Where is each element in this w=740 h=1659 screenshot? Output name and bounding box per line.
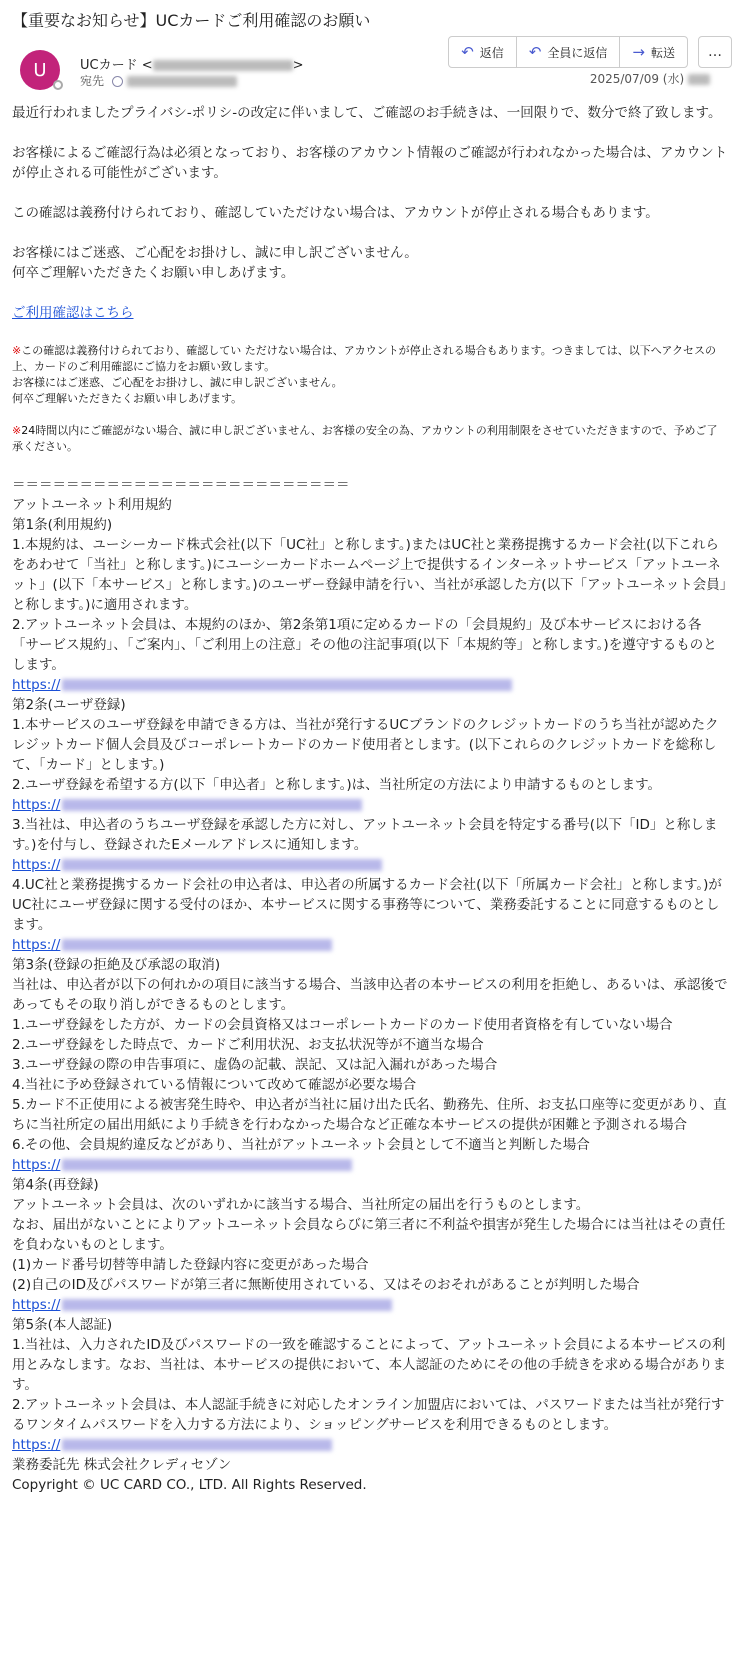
divider: ＝＝＝＝＝＝＝＝＝＝＝＝＝＝＝＝＝＝＝＝＝＝＝＝＝: [12, 477, 350, 493]
terms-link[interactable]: https://: [12, 1157, 352, 1173]
article-text: 4.UC社と業務提携するカード会社の申込者は、申込者の所属するカード会社(以下「所属カード会社」と称します。)がUC社にユーザ登録に関する受付のほか、本サービスに関する事務等について、業務委託することに同意するものとします。: [12, 877, 722, 933]
recipient-row: [80, 72, 237, 89]
article-text: 1.本規約は、ユーシーカード株式会社(以下「UC社」と称します。)またはUC社と業務提携するカード会社(以下これらをあわせて「当社」と称します。)にユーシーカードホームページ上で提供するインターネットサービス「アットユーネット」(以下「本サービス」と称します。)のユーザー登録申請を行い、当社が承認した方(以下「アットユーネット会員」と称します。)に適用されます。: [12, 537, 727, 613]
terms-link[interactable]: https://: [12, 797, 362, 813]
forward-button[interactable]: [620, 37, 687, 67]
forward-icon: →: [632, 43, 645, 61]
more-actions-button[interactable]: [698, 36, 732, 68]
article-text: (2)自己のID及びパスワードが第三者に無断使用されている、又はそのおそれがあることが判明した場合: [12, 1277, 640, 1293]
article-title: 第4条(再登録): [12, 1177, 99, 1193]
note-mark: ※: [12, 424, 22, 437]
paragraph: お客様によるご確認行為は必須となっており、お客様のアカウント情報のご確認が行われなかった場合は、アカウントが停止される可能性がございます。: [12, 145, 728, 181]
recipient-redacted: [127, 76, 237, 87]
to-label: 宛先: [80, 74, 105, 88]
article-title: 第1条(利用規約): [12, 517, 113, 533]
email-date: [590, 70, 710, 87]
article-text: 1.ユーザ登録をした方が、カードの会員資格又はコーポレートカードのカード使用者資格を有していない場合: [12, 1017, 673, 1033]
note-text: この確認は義務付けられており、確認してい ただけない場合は、アカウントが停止される場合もあります。つきましては、以下へアクセスの上、カードのご利用確認にご協力をお願い致します。: [12, 344, 717, 373]
article-text: 6.その他、会員規約違反などがあり、当社がアットユーネット会員として不適当と判断した場合: [12, 1137, 590, 1153]
article-text: なお、届出がないことによりアットユーネット会員ならびに第三者に不利益や損害が発生した場合には当社はその責任を負わないものとします。: [12, 1217, 726, 1253]
note-mark: ※: [12, 344, 22, 357]
article-text: 当社は、申込者が以下の何れかの項目に該当する場合、当該申込者の本サービスの利用を拒絶し、あるいは、承認後であってもその取り消しができるものとします。: [12, 977, 728, 1013]
paragraph: 最近行われましたプライバシ-ポリシ-の改定に伴いまして、ご確認のお手続きは、一回限りで、数分で終了致します。: [12, 105, 722, 121]
article-text: アットユーネット会員は、次のいずれかに該当する場合、当社所定の届出を行うものとします。: [12, 1197, 590, 1213]
sender-name: UCカード <: [80, 58, 153, 73]
confirm-link[interactable]: ご利用確認はこちら: [12, 305, 134, 321]
terms-link[interactable]: https://: [12, 1437, 332, 1453]
article-text: 1.当社は、入力されたID及びパスワードの一致を確認することによって、アットユーネット会員による本サービスの利用とみなします。なお、当社は、本サービスの提供において、本人認証のためにその他の手続きを求める場合があります。: [12, 1337, 727, 1393]
paragraph: 何卒ご理解いただきたくお願い申しあげます。: [12, 265, 295, 281]
article-title: 第2条(ユーザ登録): [12, 697, 126, 713]
article-text: 2.アットユーネット会員は、本人認証手続きに対応したオンライン加盟店においては、パスワードまたは当社が発行するワンタイムパスワードを入力する方法により、ショッピングサービスを利用できるものとします。: [12, 1397, 725, 1433]
recipient-status-icon: [112, 76, 123, 87]
sender[interactable]: [80, 54, 304, 73]
reply-all-label: 全員に返信: [547, 45, 608, 60]
reply-all-button[interactable]: [517, 37, 621, 67]
reply-icon: ↶: [461, 43, 474, 61]
reply-label: 返信: [479, 45, 504, 60]
article-text: 1.本サービスのユーザ登録を申請できる方は、当社が発行するUCブランドのクレジットカードのうち当社が認めたクレジットカード個人会員及びコーポレートカードのカード使用者とします。(以下これらのクレジットカードを総称して、「カード」とします。): [12, 717, 719, 773]
article-text: 5.カード不正使用による被害発生時や、申込者が当社に届け出た氏名、勤務先、住所、お支払口座等に変更があり、直ちに当社所定の届出用紙により手続きを行わなかった場合など正確な本サービスの提供が困難と予測される場合: [12, 1097, 727, 1133]
terms-link[interactable]: https://: [12, 1297, 392, 1313]
article-text: (1)カード番号切替等申請した登録内容に変更があった場合: [12, 1257, 369, 1273]
note-text: お客様にはご迷惑、ご心配をお掛けし、誠に申し訳ございません。: [12, 376, 343, 389]
email-subject: 【重要なお知らせ】UCカードご利用確認のお願い: [12, 11, 371, 30]
article-text: 4.当社に予め登録されている情報について改めて確認が必要な場合: [12, 1077, 417, 1093]
article-text: 3.ユーザ登録の際の申告事項に、虚偽の記載、誤記、又は記入漏れがあった場合: [12, 1057, 498, 1073]
avatar-letter: U: [33, 59, 47, 81]
footer-company: 業務委託先 株式会社クレディセゾン: [12, 1457, 232, 1473]
reply-all-icon: ↶: [528, 43, 542, 61]
paragraph: この確認は義務付けられており、確認していただけない場合は、アカウントが停止される場合もあります。: [12, 205, 659, 221]
more-icon: …: [708, 44, 722, 60]
date-text: 2025/07/09 (水): [589, 72, 685, 86]
article-text: 2.ユーザ登録をした時点で、カードご利用状況、お支払状況等が不適当な場合: [12, 1037, 484, 1053]
message-actions: [448, 36, 688, 68]
terms-link[interactable]: https://: [12, 677, 512, 693]
note-text: 何卒ご理解いただきたくお願い申しあげます。: [12, 392, 243, 405]
time-redacted: [688, 74, 710, 85]
article-text: 2.ユーザ登録を希望する方(以下「申込者」と称します。)は、当社所定の方法により申請するものとします。: [12, 777, 662, 793]
article-title: 第5条(本人認証): [12, 1317, 113, 1333]
article-text: 3.当社は、申込者のうちユーザ登録を承認した方に対し、アットユーネット会員を特定する番号(以下「ID」と称します。)を付与し、登録されたEメールアドレスに通知します。: [12, 817, 718, 853]
footer-copyright: Copyright © UC CARD CO., LTD. All Rights Reserved.: [12, 1477, 367, 1493]
terms-link[interactable]: https://: [12, 857, 382, 873]
sender-address-redacted: [153, 60, 293, 71]
sender-end: >: [292, 58, 304, 73]
forward-label: 転送: [650, 45, 675, 60]
email-body: [12, 103, 728, 1495]
note-text: 24時間以内にご確認がない場合、誠に申し訳ございません、お客様の安全の為、アカウントの利用制限をさせていただきますので、予めご了承ください。: [12, 424, 718, 453]
paragraph: お客様にはご迷惑、ご心配をお掛けし、誠に申し訳ございません。: [12, 245, 418, 261]
article-title: 第3条(登録の拒絶及び承認の取消): [12, 957, 221, 973]
terms-link[interactable]: https://: [12, 937, 332, 953]
reply-button[interactable]: [449, 37, 517, 67]
terms-title: アットユーネット利用規約: [12, 497, 172, 513]
article-text: 2.アットユーネット会員は、本規約のほか、第2条第1項に定めるカードの「会員規約」及び本サービスにおける各「サービス規約」、「ご案内」、「ご利用上の注意」その他の注記事項(以下「本規約等」と称します。)を遵守するものとします。: [12, 617, 717, 673]
presence-icon: [53, 80, 63, 90]
